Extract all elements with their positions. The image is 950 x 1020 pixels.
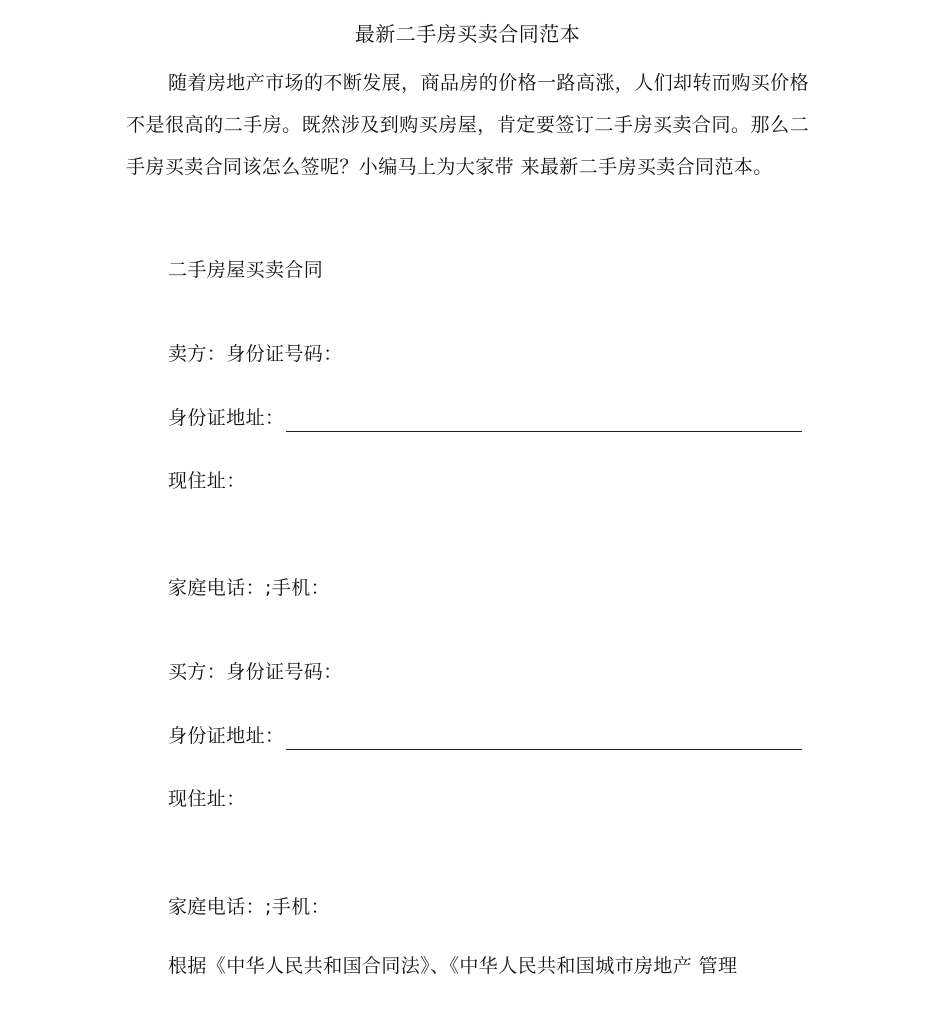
buyer-phone: 家庭电话：;手机： — [168, 896, 331, 918]
buyer-id-address-row — [168, 722, 802, 750]
buyer-id-address-blank — [286, 731, 802, 750]
seller-current-address: 现住址： — [168, 470, 246, 492]
seller-phone: 家庭电话：;手机： — [168, 577, 331, 599]
seller-id-address-blank — [286, 413, 802, 432]
buyer-id-number: 买方：身份证号码： — [168, 661, 343, 683]
seller-id-address-label: 身份证地址： — [168, 407, 285, 429]
buyer-id-address-label: 身份证地址： — [168, 725, 285, 747]
intro-paragraph: 随着房地产市场的不断发展，商品房的价格一路高涨，人们却转而购买价格不是很高的二手房。既然涉及到购买房屋，肯定要签订二手房买卖合同。那么二手房买卖合同该怎么签呢？小编马上为大家带 来最新二手房买卖合同范本。 — [126, 72, 809, 178]
contract-heading: 二手房屋买卖合同 — [168, 259, 324, 281]
buyer-current-address: 现住址： — [168, 788, 246, 810]
legal-basis-text: 根据《中华人民共和国合同法》、《中华人民共和国城市房地产 管理 — [168, 955, 738, 977]
seller-id-address-row — [168, 404, 802, 432]
seller-id-number: 卖方：身份证号码： — [168, 343, 343, 365]
document-title: 最新二手房买卖合同范本 — [354, 22, 581, 46]
